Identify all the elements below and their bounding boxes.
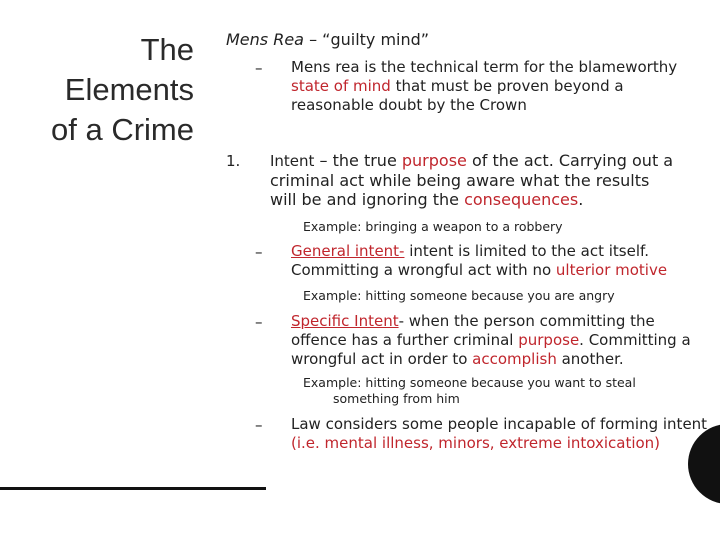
specific-line-2 xyxy=(291,331,691,350)
example-2 xyxy=(303,288,615,304)
example-1-label: Example xyxy=(303,219,358,234)
title-line-1: The xyxy=(140,32,194,67)
example-3-label: Example xyxy=(303,375,358,390)
specific-line-3c: another. xyxy=(556,350,624,368)
intent-line-3 xyxy=(270,190,673,209)
general-intent xyxy=(291,242,667,280)
purpose-highlight: purpose xyxy=(518,331,580,349)
slide-title xyxy=(51,30,194,150)
mens-rea-heading xyxy=(226,30,429,49)
example-3-line-2: something from him xyxy=(333,391,460,406)
intent-line-3a: will be and ignoring the xyxy=(270,190,465,209)
bullet-dash: – xyxy=(255,416,263,434)
general-line-1 xyxy=(291,242,667,261)
intent-definition xyxy=(270,151,673,209)
example-1 xyxy=(303,219,563,235)
intent-line-1c: of the act. Carrying out a xyxy=(466,151,674,170)
mens-rea-definition xyxy=(291,58,677,115)
law-incapacity xyxy=(291,415,707,453)
bullet-dash: – xyxy=(255,243,263,261)
specific-line-1-rest: - when the person committing the xyxy=(398,312,655,330)
specific-intent-term: Specific Intent xyxy=(291,312,399,330)
specific-line-2c: . Committing a xyxy=(579,331,691,349)
bullet-dash: – xyxy=(255,59,263,77)
accomplish-highlight: accomplish xyxy=(472,350,557,368)
example-2-label: Example xyxy=(303,288,358,303)
intent-line-2: criminal act while being aware what the results xyxy=(270,171,650,190)
title-line-2: Elements xyxy=(64,72,194,107)
specific-intent xyxy=(291,312,691,369)
intent-line-1a: – the true xyxy=(314,151,402,170)
title-line-3: of a Crime xyxy=(51,112,194,147)
purpose-highlight: purpose xyxy=(401,151,467,170)
general-line-2 xyxy=(291,261,667,280)
example-3-text: : hitting someone because you want to steal xyxy=(357,375,636,390)
law-line-2: (i.e. mental illness, minors, extreme intoxication) xyxy=(291,434,661,452)
intent-line-3c: . xyxy=(578,190,584,209)
list-number: 1. xyxy=(226,152,241,170)
specific-line-3a: wrongful act in order to xyxy=(291,350,473,368)
def-line-1: Mens rea is the technical term for the blameworthy xyxy=(291,58,678,76)
law-line-1: Law considers some people incapable of forming intent xyxy=(291,415,708,433)
example-3 xyxy=(303,375,636,407)
divider-line xyxy=(0,487,266,490)
example-1-text: : bringing a weapon to a robbery xyxy=(357,219,563,234)
def-line-2-rest: that must be proven beyond a xyxy=(390,77,624,95)
ulterior-motive-highlight: ulterior motive xyxy=(555,261,668,279)
mens-rea-subtitle: – “guilty mind” xyxy=(303,30,430,49)
specific-line-1 xyxy=(291,312,691,331)
def-line-3: reasonable doubt by the Crown xyxy=(291,96,527,114)
consequences-highlight: consequences xyxy=(464,190,579,209)
general-intent-term: General intent- xyxy=(291,242,405,260)
specific-line-3 xyxy=(291,350,691,369)
def-line-2 xyxy=(291,77,677,96)
mens-rea-term: Mens Rea xyxy=(226,30,304,49)
general-line-1-rest: intent is limited to the act itself. xyxy=(404,242,649,260)
intent-term: Intent xyxy=(270,152,315,170)
state-of-mind-highlight: state of mind xyxy=(291,77,391,95)
intent-line-1 xyxy=(270,151,673,171)
bullet-dash: – xyxy=(255,313,263,331)
general-line-2a: Committing a wrongful act with no xyxy=(291,261,556,279)
example-2-text: : hitting someone because you are angry xyxy=(357,288,615,303)
specific-line-2a: offence has a further criminal xyxy=(291,331,519,349)
